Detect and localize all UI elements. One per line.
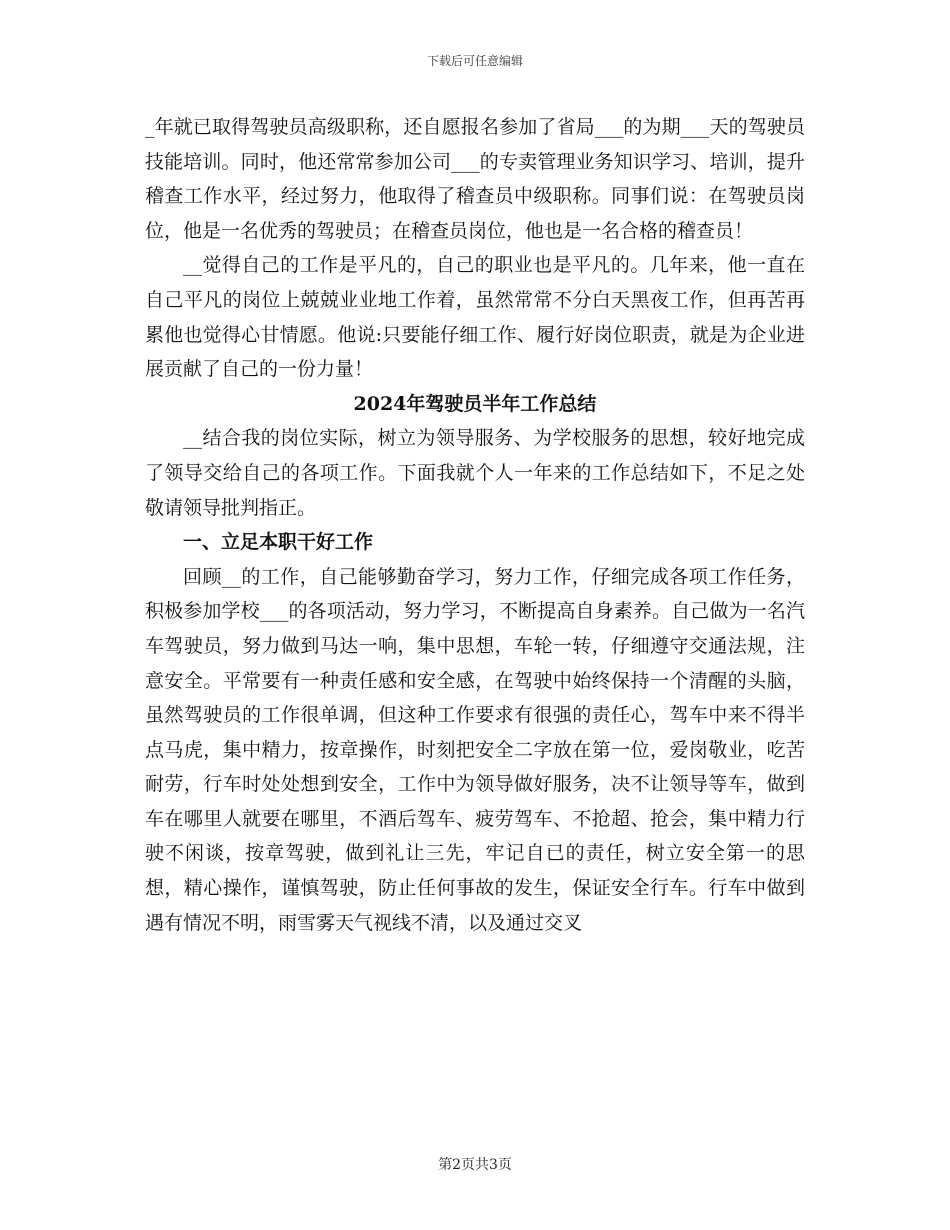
paragraph-ordinary-work: __觉得自己的工作是平凡的，自己的职业也是平凡的。几年来，他一直在自己平凡的岗位上兢兢业业地工作着，虽然常常不分白天黑夜工作，但再苦再累他也觉得心甘情愿。他说:只要能仔细工作、履行好岗位职责，就是为企业进展贡献了自己的一份力量！ xyxy=(145,254,805,381)
paragraph-continuation: _年就已取得驾驶员高级职称，还自愿报名参加了省局___的为期___天的驾驶员技能培训。同时，他还常常参加公司___的专卖管理业务知识学习、培训，提升稽查工作水平，经过努力，他取得了稽查员中级职称。同事们说：在驾驶员岗位，他是一名优秀的驾驶员；在稽查员岗位，他也是一名合格的稽查员！ xyxy=(145,116,805,242)
page-number: 第2页共3页 xyxy=(438,1157,512,1173)
document-body xyxy=(145,110,805,940)
paragraph-review: 回顾__的工作，自己能够勤奋学习，努力工作，仔细完成各项工作任务，积极参加学校___的各项活动，努力学习，不断提高自身素养。自己做为一名汽车驾驶员，努力做到马达一响，集中思想，车轮一转，仔细遵守交通法规，注意安全。平常要有一种责任感和安全感，在驾驶中始终保持一个清醒的头脑，虽然驾驶员的工作很单调，但这种工作要求有很强的责任心，驾车中来不得半点马虎，集中精力，按章操作，时刻把安全二字放在第一位，爱岗敬业，吃苦耐劳，行车时处处想到安全，工作中为领导做好服务，决不让领导等车，做到车在哪里人就要在哪里，不酒后驾车、疲劳驾车、不抢超、抢会，集中精力行驶不闲谈，按章驾驶，做到礼让三先，牢记自已的责任，树立安全第一的思想，精心操作，谨慎驾驶，防止任何事故的发生，保证安全行车。行车中做到遇有情况不明，雨雪雾天气视线不清，以及通过交叉 xyxy=(145,565,805,934)
paragraph-intro: __结合我的岗位实际，树立为领导服务、为学校服务的思想，较好地完成了领导交给自己的各项工作。下面我就个人一年来的工作总结如下，不足之处敬请领导批判指正。 xyxy=(145,427,805,519)
document-title: 2024年驾驶员半年工作总结 xyxy=(353,392,597,415)
section-heading-1: 一、立足本职干好工作 xyxy=(183,531,374,554)
page-header-note: 下载后可任意编辑 xyxy=(426,54,523,68)
